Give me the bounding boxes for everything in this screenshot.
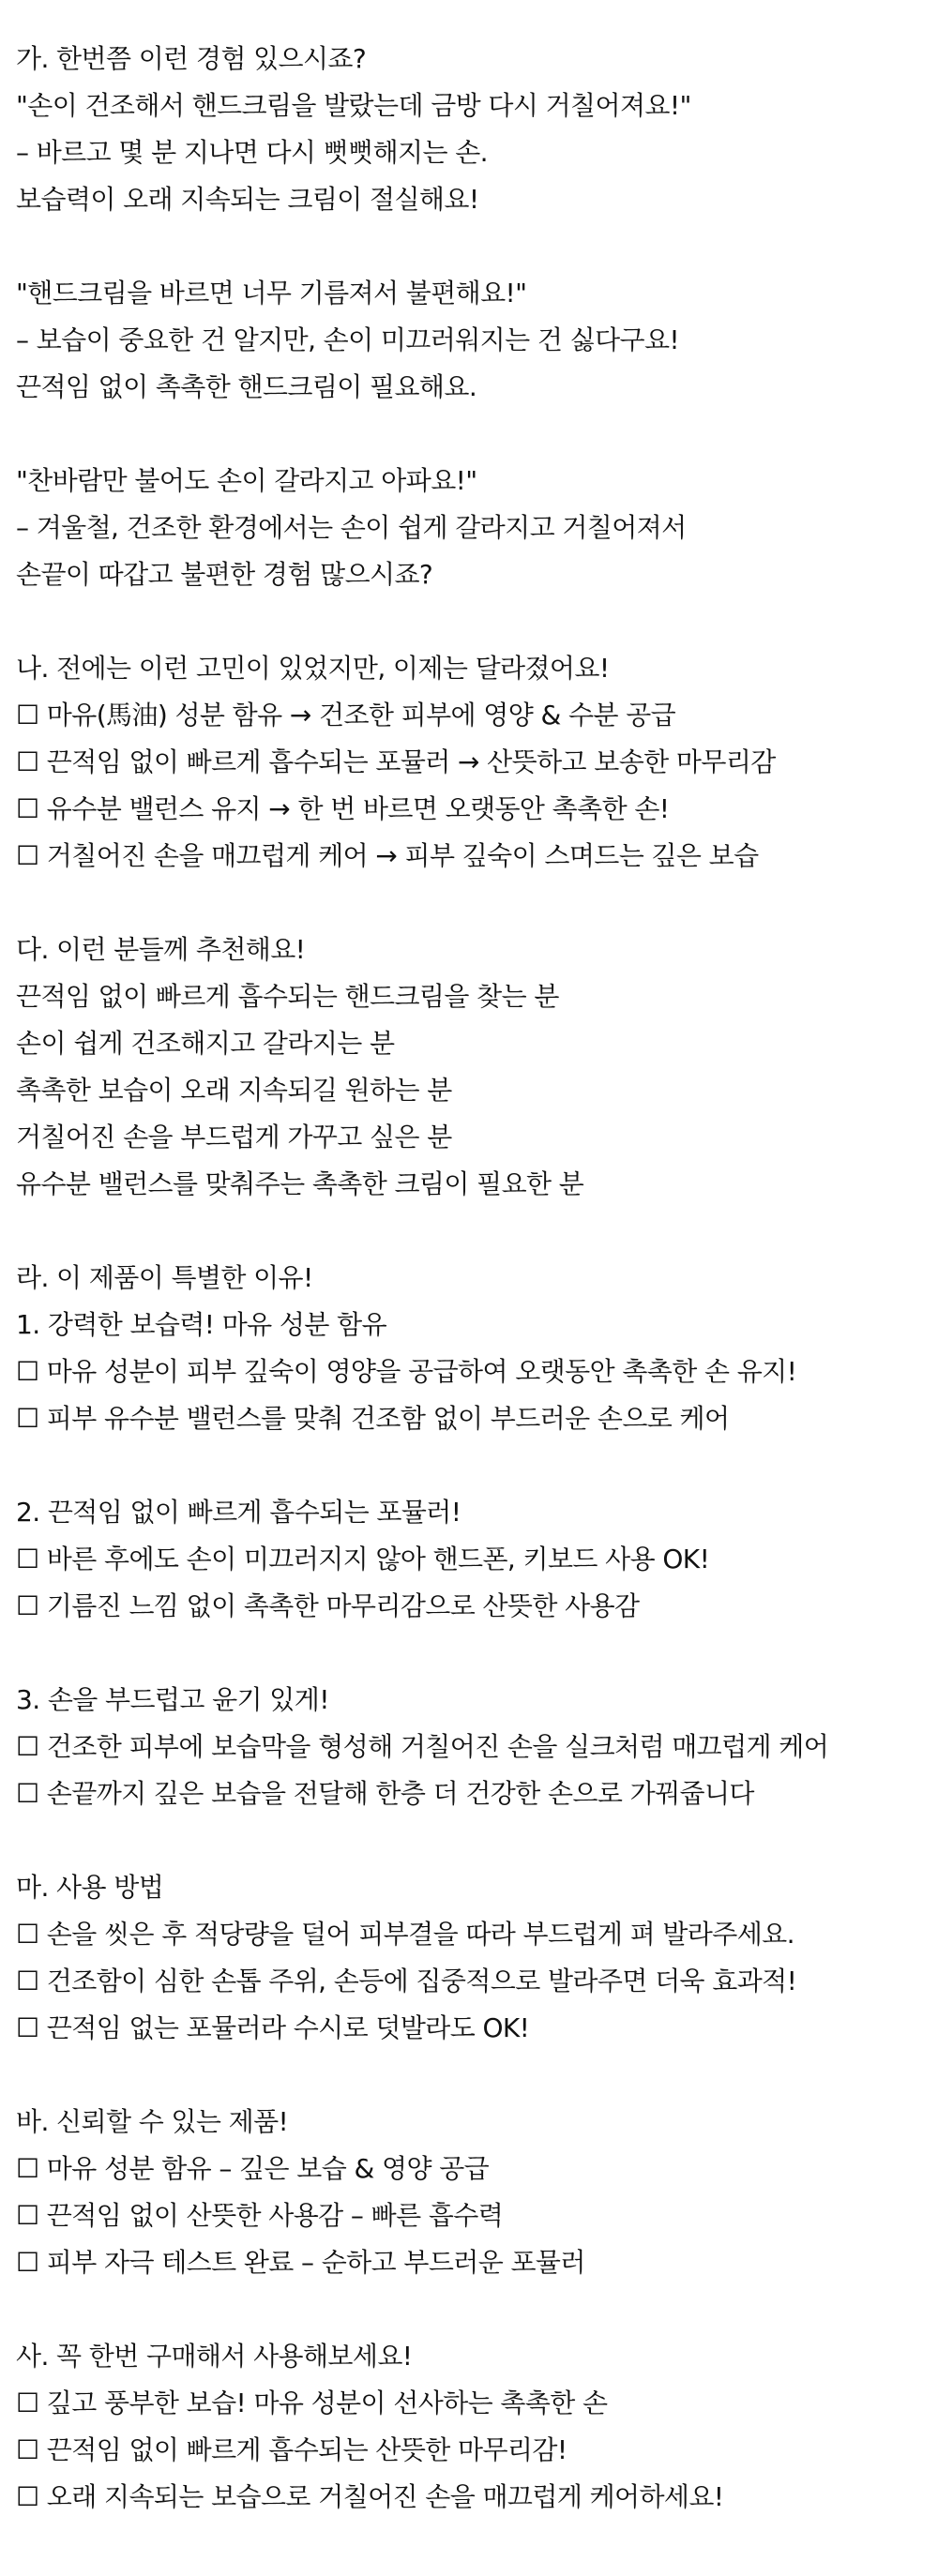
text-line: – 바르고 몇 분 지나면 다시 뻣뻣해지는 손. xyxy=(16,137,488,168)
text-line: ☐ 기름진 느낌 없이 촉촉한 마무리감으로 산뜻한 사용감 xyxy=(16,1590,640,1621)
paragraph-gap xyxy=(16,2052,938,2099)
paragraph-gap xyxy=(16,1630,938,1677)
text-line: 촉촉한 보습이 오래 지속되길 원하는 분 xyxy=(16,1075,452,1106)
paragraph-gap xyxy=(16,223,938,270)
paragraph-gap xyxy=(16,1442,938,1489)
text-line: ☐ 유수분 밸런스 유지 → 한 번 바르면 오랫동안 촉촉한 손! xyxy=(16,793,670,824)
text-line: ☐ 끈적임 없는 포뮬러라 수시로 덧발라도 OK! xyxy=(16,2012,530,2043)
text-line: ☐ 마유 성분이 피부 깊숙이 영양을 공급하여 오랫동안 촉촉한 손 유지! xyxy=(16,1356,797,1387)
text-line: – 겨울철, 건조한 환경에서는 손이 쉽게 갈라지고 거칠어져서 xyxy=(16,512,687,543)
paragraph-gap xyxy=(16,2286,938,2333)
text-line: ☐ 건조함이 심한 손톱 주위, 손등에 집중적으로 발라주면 더욱 효과적! xyxy=(16,1966,797,1996)
text-line: 손끝이 따갑고 불편한 경험 많으시죠? xyxy=(16,559,433,590)
paragraph-gap xyxy=(16,1817,938,1864)
text-line: ☐ 손을 씻은 후 적당량을 덜어 피부결을 따라 부드럽게 펴 발라주세요. xyxy=(16,1919,794,1950)
text-line: ☐ 마유 성분 함유 – 깊은 보습 & 영양 공급 xyxy=(16,2153,490,2184)
paragraph-gap xyxy=(16,411,938,458)
text-line: 1. 강력한 보습력! 마유 성분 함유 xyxy=(16,1309,387,1340)
text-line: "손이 건조해서 핸드크림을 발랐는데 금방 다시 거칠어져요!" xyxy=(16,90,691,121)
text-line: ☐ 마유(馬油) 성분 함유 → 건조한 피부에 영양 & 수분 공급 xyxy=(16,700,676,731)
text-line: – 보습이 중요한 건 알지만, 손이 미끄러워지는 건 싫다구요! xyxy=(16,324,680,355)
text-line: 유수분 밸런스를 맞춰주는 촉촉한 크림이 필요한 분 xyxy=(16,1168,584,1199)
text-line: "찬바람만 불어도 손이 갈라지고 아파요!" xyxy=(16,465,477,496)
text-line: 다. 이런 분들께 추천해요! xyxy=(16,934,306,965)
text-line: ☐ 손끝까지 깊은 보습을 전달해 한층 더 건강한 손으로 가꿔줍니다 xyxy=(16,1778,754,1809)
text-line: 바. 신뢰할 수 있는 제품! xyxy=(16,2106,289,2137)
text-line: 손이 쉽게 건조해지고 갈라지는 분 xyxy=(16,1028,395,1059)
text-line: ☐ 오래 지속되는 보습으로 거칠어진 손을 매끄럽게 케어하세요! xyxy=(16,2481,724,2512)
text-line: ☐ 깊고 풍부한 보습! 마유 성분이 선사하는 촉촉한 손 xyxy=(16,2388,608,2418)
paragraph-gap xyxy=(16,598,938,645)
text-line: 마. 사용 방법 xyxy=(16,1872,164,1903)
text-line: 나. 전에는 이런 고민이 있었지만, 이제는 달라졌어요! xyxy=(16,653,610,684)
paragraph-gap xyxy=(16,1208,938,1255)
text-line: ☐ 거칠어진 손을 매끄럽게 케어 → 피부 깊숙이 스며드는 깊은 보습 xyxy=(16,840,759,871)
text-line: ☐ 바른 후에도 손이 미끄러지지 않아 핸드폰, 키보드 사용 OK! xyxy=(16,1544,710,1574)
text-line: 끈적임 없이 빠르게 흡수되는 핸드크림을 찾는 분 xyxy=(16,981,559,1012)
text-line: 끈적임 없이 촉촉한 핸드크림이 필요해요. xyxy=(16,371,477,402)
text-line: "핸드크림을 바르면 너무 기름져서 불편해요!" xyxy=(16,278,527,309)
text-line: ☐ 끈적임 없이 빠르게 흡수되는 산뜻한 마무리감! xyxy=(16,2434,567,2465)
text-line: ☐ 건조한 피부에 보습막을 형성해 거칠어진 손을 실크처럼 매끄럽게 케어 xyxy=(16,1731,829,1762)
text-line: 사. 꼭 한번 구매해서 사용해보세요! xyxy=(16,2341,413,2372)
paragraph-gap xyxy=(16,880,938,926)
text-line: ☐ 끈적임 없이 산뜻한 사용감 – 빠른 흡수력 xyxy=(16,2200,504,2231)
text-line: 2. 끈적임 없이 빠르게 흡수되는 포뮬러! xyxy=(16,1497,461,1528)
text-line: ☐ 끈적임 없이 빠르게 흡수되는 포뮬러 → 산뜻하고 보송한 마무리감 xyxy=(16,746,776,777)
text-line: 라. 이 제품이 특별한 이유! xyxy=(16,1262,313,1293)
text-line: 거칠어진 손을 부드럽게 가꾸고 싶은 분 xyxy=(16,1122,452,1152)
text-line: ☐ 피부 자극 테스트 완료 – 순하고 부드러운 포뮬러 xyxy=(16,2247,585,2278)
text-line: ☐ 피부 유수분 밸런스를 맞춰 건조함 없이 부드러운 손으로 케어 xyxy=(16,1403,730,1434)
text-line: 3. 손을 부드럽고 윤기 있게! xyxy=(16,1684,329,1715)
text-line: 보습력이 오래 지속되는 크림이 절실해요! xyxy=(16,184,479,215)
text-line: 가. 한번쯤 이런 경험 있으시죠? xyxy=(16,43,367,74)
